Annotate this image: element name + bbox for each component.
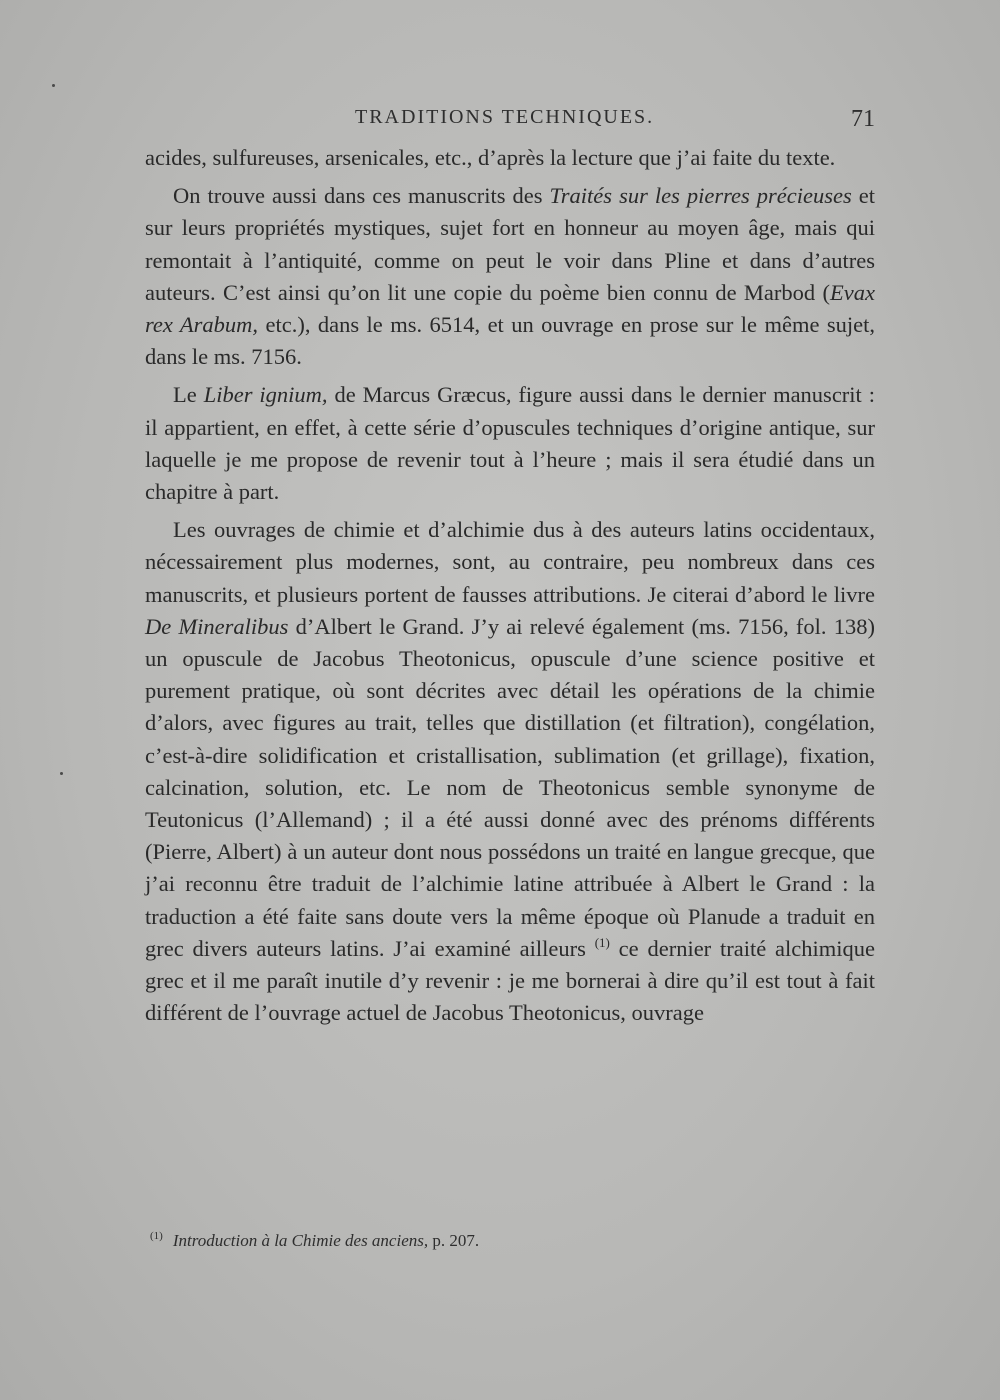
running-head-title: TRADITIONS TECHNIQUES. [355,106,655,128]
footnote-suffix: p. 207. [428,1231,480,1250]
footnote [150,1230,850,1251]
text-run: acides, sulfureuses, arsenicales, etc., d’après la lecture que j’ai faite du texte. [145,145,836,170]
paragraph [145,379,875,508]
text-run: ce dernier traité alchimique grec et il me paraît inutile d’y revenir : je me bornerai à dire qu’il est tout à fait différent de l’ouvrage actuel de Jacobus Theotonicus, ouvrage [145,935,875,1026]
italic-text: De Mineralibus [145,613,289,639]
paragraph [145,514,875,1029]
paragraph [145,142,875,174]
text-run: On trouve aussi dans ces manuscrits des [173,183,550,209]
paragraph [145,180,875,373]
scan-speck [52,84,55,87]
italic-text: Liber ignium, [203,382,328,408]
footnote-number: (1) [150,1230,163,1242]
text-run: Le [173,382,204,408]
text-run: de Marcus Græcus, figure aussi dans le dernier manuscrit : il appartient, en effet, à cette série d’opuscules techniques d’origine antique, sur laquelle je me propose de revenir tout à l’heure ; mais il sera étudié dans un chapitre à part. [145,382,875,505]
footnote-reference: (1) [594,934,610,950]
text-run: d’Albert le Grand. J’y ai relevé également (ms. 7156, fol. 138) un opuscule de Jacobus Theotonicus, opuscule d’une science positive et purement pratique, où sont décrites avec détail les opérations de la chimie d’alors, avec figures au trait, telles que distillation (et filtration), congélation, c’est-à-dire solidification et cristallisation, sublimation (et grillage), fixation, calcination, solution, etc. Le nom de Theotonicus semble synonyme de Teutonicus (l’Allemand) ; il a été aussi donné avec des prénoms différents (Pierre, Albert) à un auteur dont nous possédons un traité en langue grecque, que j’ai reconnu être traduit de l’alchimie latine attribuée à Albert le Grand : la traduction a été faite sans doute vers la même époque où Planude a traduit en grec divers auteurs latins. J’ai examiné ailleurs [145,613,875,961]
scan-speck [60,772,63,775]
italic-text: Evax rex Arabum, [145,279,875,338]
page-number: 71 [851,106,875,132]
text-run: etc.), dans le ms. 6514, et un ouvrage en prose sur le même sujet, dans le ms. 7156. [145,312,875,370]
body-text [145,142,875,1035]
text-run: Les ouvrages de chimie et d’alchimie dus à des auteurs latins occidentaux, nécessairement plus modernes, sont, au contraire, peu nombreux dans ces manuscrits, et plusieurs portent de fausses attributions. Je citerai d’abord le livre [145,517,875,607]
footnote-title: Introduction à la Chimie des anciens, [172,1231,429,1250]
running-head [145,100,875,140]
italic-text: Traités sur les pierres précieuses [549,183,852,209]
text-run: et sur leurs propriétés mystiques, sujet fort en honneur au moyen âge, mais qui remontait à l’antiquité, comme on peut le voir dans Pline et dans d’autres auteurs. C’est ainsi qu’on lit une copie du poème bien connu de Marbod ( [145,183,876,305]
